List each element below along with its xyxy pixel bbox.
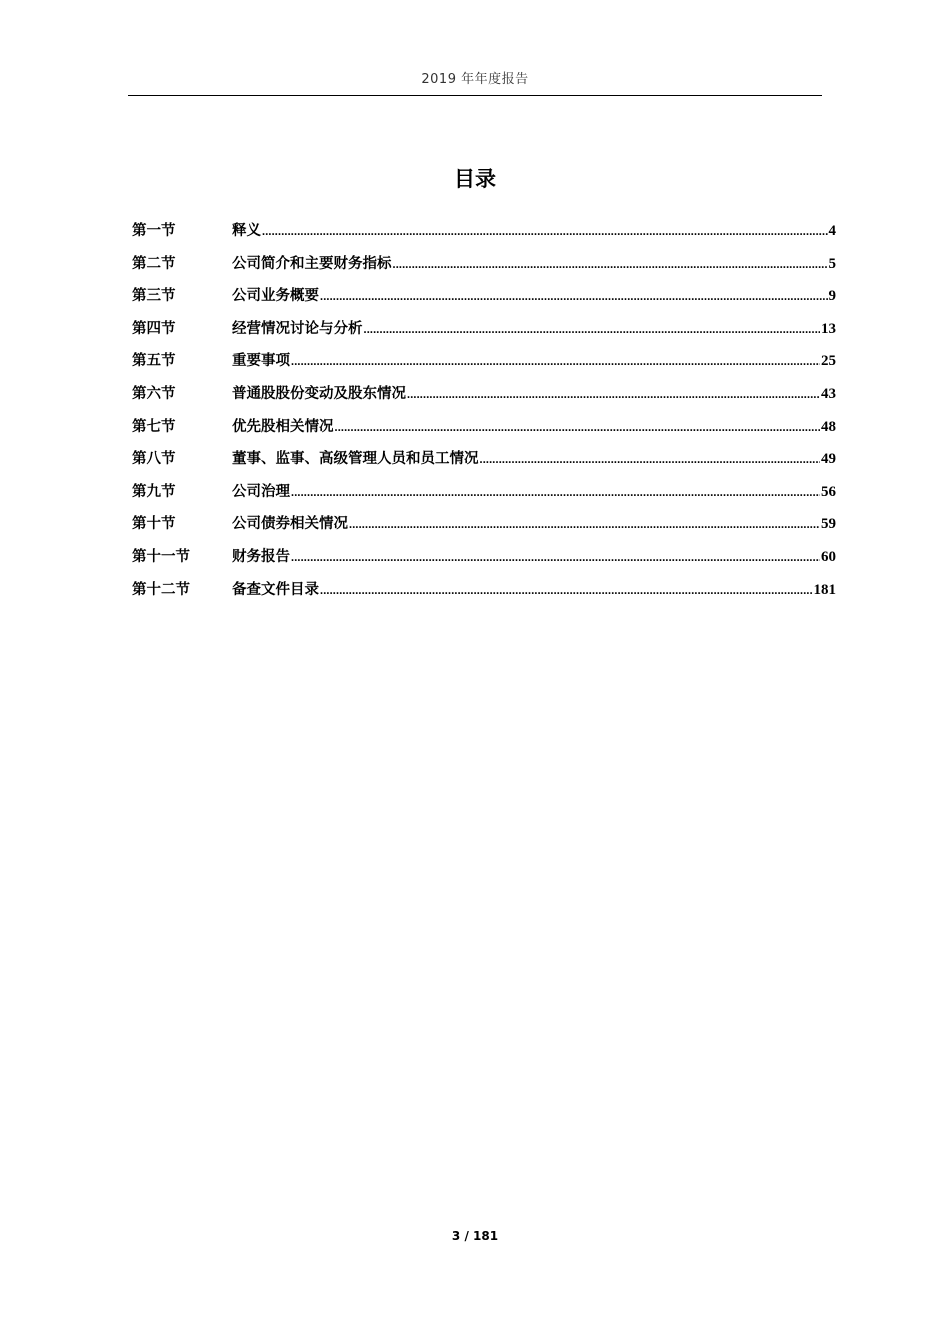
toc-entry-6[interactable]: [132, 383, 836, 416]
toc-section-number: 第七节: [132, 418, 176, 435]
toc-page-number: 59: [821, 516, 836, 533]
toc-entry-5[interactable]: [132, 350, 836, 383]
toc-section-number: 第四节: [132, 320, 176, 337]
toc-dot-leader: [320, 579, 813, 601]
toc-section-title: 重要事项: [232, 353, 290, 370]
toc-dot-leader: [335, 416, 821, 438]
toc-section-title: 财务报告: [232, 548, 290, 565]
toc-section-title: 董事、监事、高级管理人员和员工情况: [232, 451, 479, 468]
toc-entry-10[interactable]: [132, 513, 836, 546]
toc-section-title: 优先股相关情况: [232, 418, 334, 435]
toc-dot-leader: [291, 546, 820, 568]
toc-page-number: 25: [821, 353, 836, 370]
toc-page-number: 49: [821, 451, 836, 468]
toc-page-number: 13: [821, 320, 836, 337]
toc-dot-leader: [349, 513, 820, 535]
toc-dot-leader: [364, 318, 821, 340]
header-divider: [128, 95, 822, 96]
toc-section-number: 第五节: [132, 353, 176, 370]
toc-page-number: 181: [813, 581, 836, 598]
toc-section-number: 第三节: [132, 288, 176, 305]
toc-section-title: 释义: [232, 223, 261, 239]
toc-section-title: 备查文件目录: [232, 581, 319, 598]
toc-section-title: 普通股股份变动及股东情况: [232, 385, 406, 402]
toc-title: 目录: [454, 167, 496, 191]
toc-entry-9[interactable]: [132, 481, 836, 514]
toc-entry-2[interactable]: [132, 253, 836, 286]
toc-section-number: 第九节: [132, 483, 176, 500]
toc-dot-leader: [480, 448, 821, 470]
toc-entry-4[interactable]: [132, 318, 836, 351]
toc-section-number: 第六节: [132, 385, 176, 402]
toc-page-number: 5: [828, 255, 836, 272]
toc-page-number: 60: [821, 548, 836, 565]
toc-page-number: 43: [821, 385, 836, 402]
toc-page-number: 48: [821, 418, 836, 435]
running-header: 2019 年年度报告: [421, 72, 529, 87]
toc-entry-8[interactable]: [132, 448, 836, 481]
toc-entry-7[interactable]: [132, 416, 836, 449]
toc-section-title: 经营情况讨论与分析: [232, 320, 363, 337]
toc-section-number: 第八节: [132, 451, 176, 468]
toc-section-number: 第十一节: [132, 548, 190, 565]
toc-section-title: 公司业务概要: [232, 288, 319, 305]
toc-entry-3[interactable]: [132, 285, 836, 318]
toc-page-number: 4: [828, 223, 836, 239]
toc-dot-leader: [291, 481, 820, 503]
toc-section-number: 第二节: [132, 255, 176, 272]
toc-dot-leader: [320, 285, 828, 307]
toc-page-number: 56: [821, 483, 836, 500]
toc-page-number: 9: [828, 288, 836, 305]
toc-section-title: 公司债券相关情况: [232, 516, 348, 533]
toc-section-number: 第一节: [132, 223, 176, 239]
toc-entry-1[interactable]: [132, 220, 836, 253]
toc-list: [132, 220, 836, 611]
toc-dot-leader: [407, 383, 820, 405]
toc-dot-leader: [393, 253, 828, 275]
toc-section-number: 第十节: [132, 516, 176, 533]
toc-section-title: 公司治理: [232, 483, 290, 500]
toc-entry-11[interactable]: [132, 546, 836, 579]
toc-dot-leader: [262, 220, 828, 242]
toc-entry-12[interactable]: [132, 579, 836, 612]
page-footer-number: 3 / 181: [451, 1229, 499, 1243]
toc-section-number: 第十二节: [132, 581, 190, 598]
toc-section-title: 公司简介和主要财务指标: [232, 255, 392, 272]
toc-dot-leader: [291, 350, 820, 372]
